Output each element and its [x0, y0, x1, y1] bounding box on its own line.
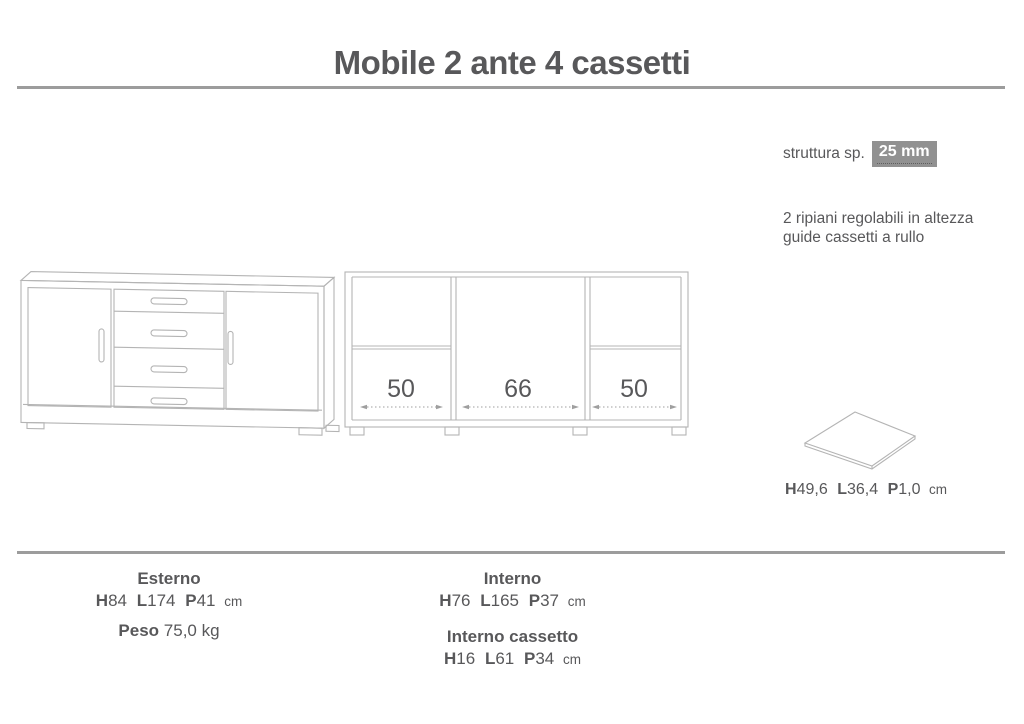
left-door-handle	[99, 329, 104, 362]
shelf-panel-caption: H49,6 L36,4 P1,0 cm	[785, 481, 947, 498]
interno-cassetto-dimensions: H16 L61 P34 cm	[444, 649, 581, 668]
interno-spec-block	[400, 568, 625, 670]
internal-dimension-labels	[387, 375, 648, 403]
drawer-handle	[151, 330, 187, 337]
shelf-panel-top	[805, 412, 915, 466]
interno-dimensions: H76 L165 P37 cm	[439, 591, 586, 610]
esterno-dimensions: H84 L174 P41 cm	[95, 591, 243, 610]
drawer-divider	[114, 311, 224, 313]
structure-thickness-label: struttura sp.	[783, 145, 865, 162]
right-door-handle	[228, 331, 233, 364]
esterno-spec-block	[58, 568, 280, 641]
dim-left-compartment: 50	[387, 375, 415, 403]
feature-note-drawers: guide cassetti a rullo	[783, 229, 925, 246]
cabinet-top-face	[21, 271, 334, 286]
structure-thickness-value: 25 mm	[878, 143, 930, 160]
cabinet-base-line	[23, 404, 322, 410]
cabinet-front-view	[21, 271, 339, 435]
weight-line: Peso 75,0 kg	[118, 621, 220, 640]
dim-right-compartment: 50	[620, 375, 648, 403]
cabinet-side-face	[324, 277, 334, 428]
internal-foot	[350, 427, 364, 435]
shelf-panel-edge	[805, 436, 915, 469]
cabinet-side-foot	[326, 425, 339, 431]
shelf-panel-drawing	[805, 412, 915, 469]
feature-note-shelves: 2 ripiani regolabili in altezza	[783, 210, 974, 227]
drawer-divider	[114, 347, 224, 349]
drawer-divider	[114, 386, 224, 388]
internal-foot	[573, 427, 587, 435]
cabinet-foot	[299, 428, 322, 435]
dim-center-compartment: 66	[504, 375, 532, 403]
interno-cassetto-label: Interno cassetto	[446, 627, 579, 646]
internal-foot	[672, 427, 686, 435]
interno-label: Interno	[483, 569, 542, 588]
drawer-handle	[151, 366, 187, 373]
bottom-divider-line	[17, 551, 1005, 554]
internal-foot	[445, 427, 459, 435]
drawer-handle	[151, 398, 187, 405]
cabinet-internal-view	[345, 272, 688, 435]
right-door	[226, 291, 318, 411]
cabinet-foot	[27, 423, 44, 429]
page-title: Mobile 2 ante 4 cassetti	[333, 44, 691, 81]
esterno-label: Esterno	[137, 569, 201, 588]
drawer-handle	[151, 298, 187, 305]
